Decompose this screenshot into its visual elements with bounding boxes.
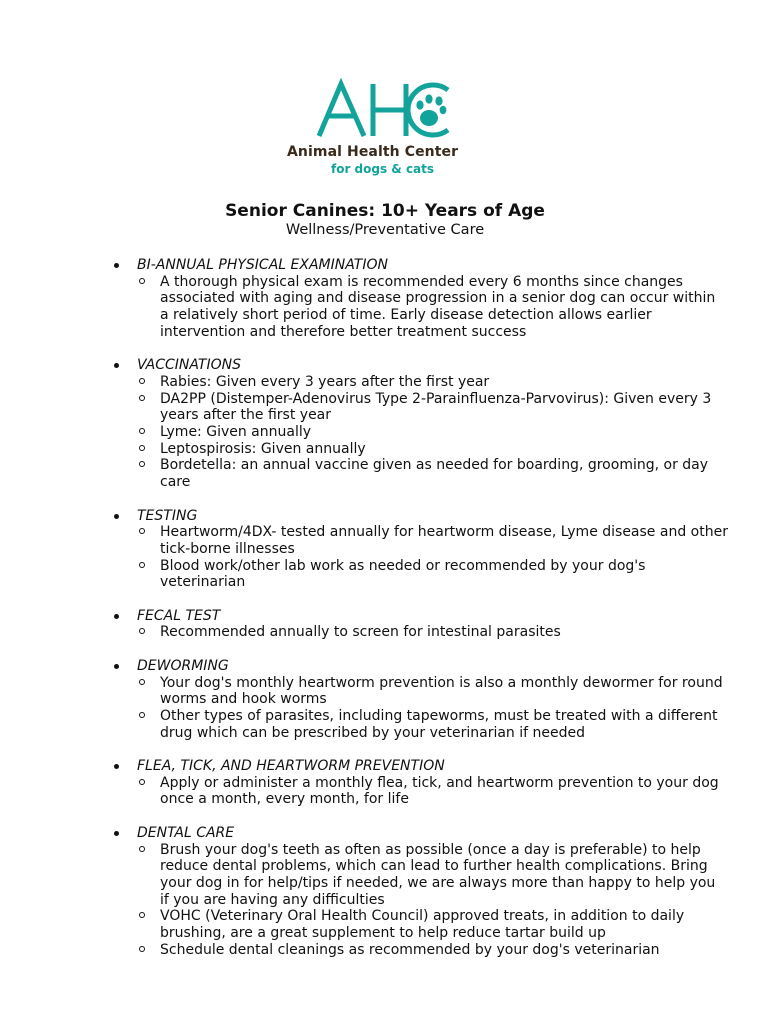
circle-bullet-icon bbox=[139, 912, 145, 918]
care-section bbox=[0, 825, 770, 959]
care-section bbox=[0, 257, 770, 341]
list-item-text: Rabies: Given every 3 years after the first year bbox=[160, 373, 490, 390]
circle-bullet-icon bbox=[139, 528, 145, 534]
care-section bbox=[0, 508, 770, 592]
paw-icon bbox=[416, 94, 446, 126]
section-items bbox=[0, 624, 770, 641]
circle-bullet-icon bbox=[139, 679, 145, 685]
section-items bbox=[0, 775, 770, 808]
list-item bbox=[0, 842, 770, 909]
section-heading bbox=[0, 508, 770, 525]
care-list bbox=[0, 257, 770, 975]
circle-bullet-icon bbox=[139, 395, 145, 401]
list-item bbox=[0, 441, 770, 458]
care-section bbox=[0, 758, 770, 808]
circle-bullet-icon bbox=[139, 562, 145, 568]
list-item-text: Lyme: Given annually bbox=[160, 424, 312, 441]
logo-name: Animal Health Center bbox=[287, 144, 459, 160]
list-item bbox=[0, 558, 770, 591]
bullet-icon bbox=[114, 514, 119, 519]
section-heading-text: VACCINATIONS bbox=[137, 357, 241, 374]
circle-bullet-icon bbox=[139, 278, 145, 284]
circle-bullet-icon bbox=[139, 846, 145, 852]
list-item bbox=[0, 374, 770, 391]
circle-bullet-icon bbox=[139, 712, 145, 718]
bullet-icon bbox=[114, 263, 119, 268]
list-item bbox=[0, 424, 770, 441]
section-heading-text: FECAL TEST bbox=[137, 607, 221, 624]
page-subtitle: Wellness/Preventative Care bbox=[285, 222, 485, 238]
list-item-text: Your dog's monthly heartworm prevention is also a monthly dewormer for round worms and hook worms bbox=[160, 674, 723, 708]
section-items bbox=[0, 374, 770, 491]
list-item bbox=[0, 457, 770, 490]
bullet-icon bbox=[114, 614, 119, 619]
circle-bullet-icon bbox=[139, 378, 145, 384]
list-item-text: VOHC (Veterinary Oral Health Council) approved treats, in addition to daily brushing, are a great supplement to help reduce tartar build up bbox=[160, 908, 685, 942]
care-section bbox=[0, 608, 770, 641]
section-heading-text: TESTING bbox=[137, 507, 198, 524]
bullet-icon bbox=[114, 764, 119, 769]
section-items bbox=[0, 675, 770, 742]
list-item bbox=[0, 524, 770, 557]
section-heading-text: FLEA, TICK, AND HEARTWORM PREVENTION bbox=[137, 758, 445, 775]
logo bbox=[285, 78, 490, 180]
section-heading-text: BI-ANNUAL PHYSICAL EXAMINATION bbox=[137, 257, 388, 273]
section-items bbox=[0, 842, 770, 959]
list-item-text: A thorough physical exam is recommended every 6 months since changes associated with aging and disease progression in a senior dog can occur within a relatively short period of time. Early disease detection allows earlier intervention and therefore better treatment success bbox=[160, 273, 716, 340]
list-item bbox=[0, 624, 770, 641]
section-items bbox=[0, 274, 770, 341]
list-item-text: Blood work/other lab work as needed or recommended by your dog's veterinarian bbox=[160, 557, 646, 591]
bullet-icon bbox=[114, 363, 119, 368]
list-item-text: Schedule dental cleanings as recommended by your dog's veterinarian bbox=[160, 941, 660, 958]
circle-bullet-icon bbox=[139, 461, 145, 467]
list-item bbox=[0, 942, 770, 959]
logo-tagline: for dogs & cats bbox=[331, 162, 435, 176]
section-heading bbox=[0, 608, 770, 625]
bullet-icon bbox=[114, 831, 119, 836]
list-item bbox=[0, 908, 770, 941]
section-items bbox=[0, 524, 770, 591]
circle-bullet-icon bbox=[139, 445, 145, 451]
list-item-text: Recommended annually to screen for intestinal parasites bbox=[160, 624, 561, 641]
section-heading-text: DEWORMING bbox=[137, 657, 229, 674]
list-item-text: Brush your dog's teeth as often as possible (once a day is preferable) to help reduce dental problems, which can lead to further health complications. Bring your dog in for help/tips if needed, we are always more than happy to help you if you are having any difficulties bbox=[160, 841, 716, 908]
list-item bbox=[0, 391, 770, 424]
section-heading-text: DENTAL CARE bbox=[137, 824, 235, 841]
circle-bullet-icon bbox=[139, 779, 145, 785]
circle-bullet-icon bbox=[139, 428, 145, 434]
list-item-text: Bordetella: an annual vaccine given as needed for boarding, grooming, or day care bbox=[160, 457, 709, 491]
section-heading bbox=[0, 825, 770, 842]
care-section bbox=[0, 357, 770, 491]
page-title: Senior Canines: 10+ Years of Age bbox=[225, 201, 545, 221]
list-item bbox=[0, 708, 770, 741]
care-section bbox=[0, 658, 770, 742]
list-item-text: Other types of parasites, including tapeworms, must be treated with a different drug which can be prescribed by your veterinarian if needed bbox=[160, 707, 718, 741]
circle-bullet-icon bbox=[139, 628, 145, 634]
ahc-logo-letters bbox=[285, 78, 490, 140]
section-heading bbox=[0, 357, 770, 374]
bullet-icon bbox=[114, 664, 119, 669]
list-item bbox=[0, 675, 770, 708]
section-heading bbox=[0, 257, 770, 274]
list-item bbox=[0, 775, 770, 808]
list-item-text: DA2PP (Distemper-Adenovirus Type 2-Parainfluenza-Parvovirus): Given every 3 years after the first year bbox=[160, 390, 712, 424]
circle-bullet-icon bbox=[139, 946, 145, 952]
list-item bbox=[0, 274, 770, 341]
section-heading bbox=[0, 658, 770, 675]
list-item-text: Heartworm/4DX- tested annually for heartworm disease, Lyme disease and other tick-borne illnesses bbox=[160, 524, 728, 557]
list-item-text: Leptospirosis: Given annually bbox=[160, 440, 366, 457]
list-item-text: Apply or administer a monthly flea, tick, and heartworm prevention to your dog once a month, every month, for life bbox=[160, 774, 719, 808]
section-heading bbox=[0, 758, 770, 775]
